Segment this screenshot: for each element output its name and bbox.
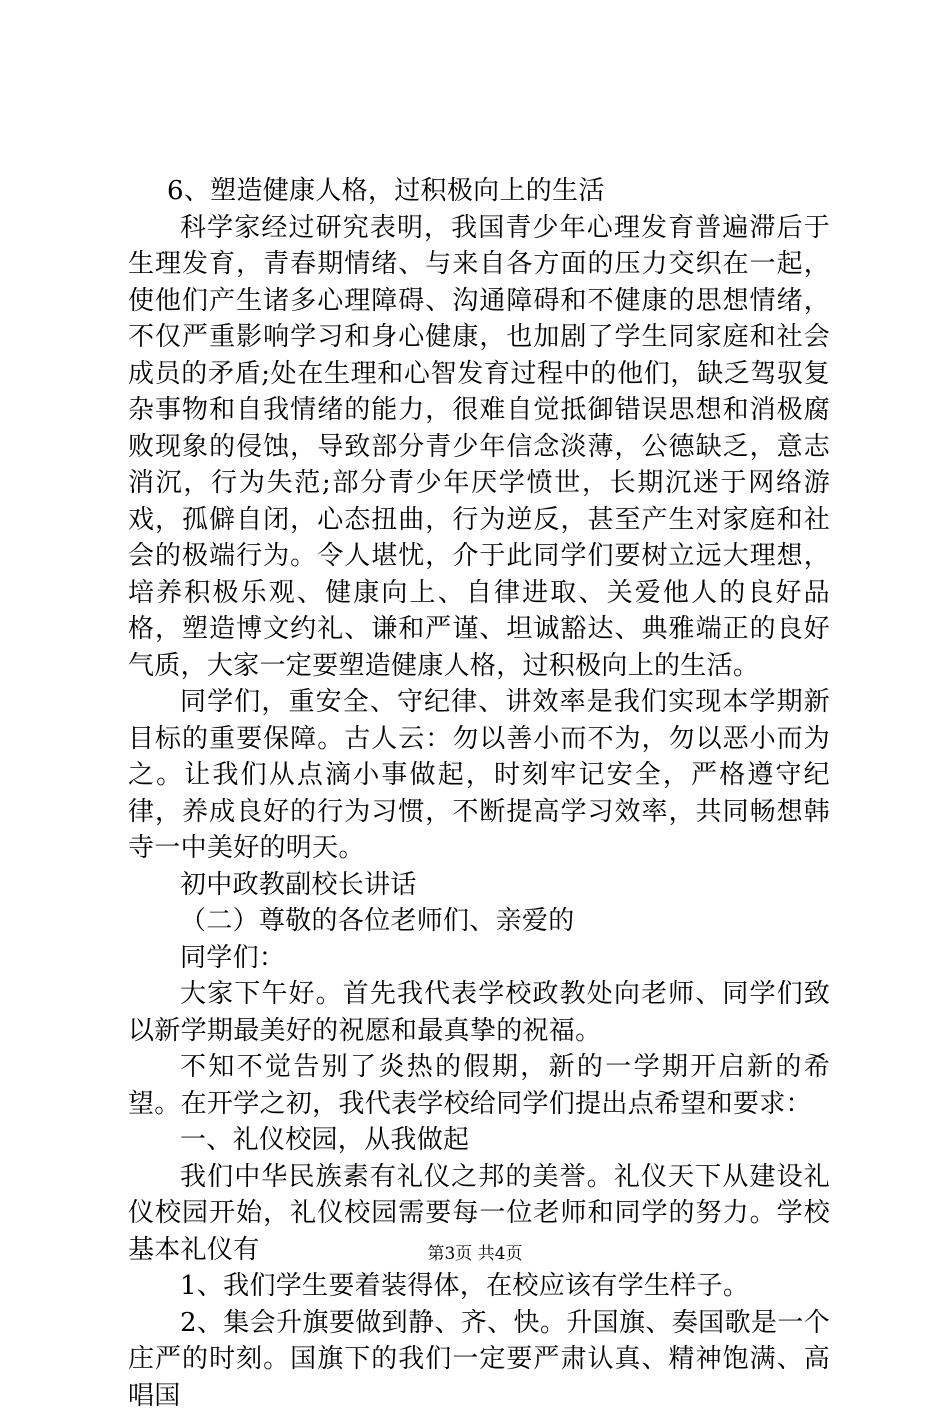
page-number-footer: 第3页 共4页 bbox=[0, 1243, 950, 1265]
speech-subtitle: （二）尊敬的各位老师们、亲爱的 bbox=[128, 903, 830, 940]
document-body bbox=[128, 173, 830, 1414]
section-heading: 6、塑造健康人格，过积极向上的生活 bbox=[128, 173, 830, 210]
paragraph: 大家下午好。首先我代表学校政教处向老师、同学们致以新学期最美好的祝愿和最真挚的祝福。 bbox=[128, 976, 830, 1049]
list-item: 2、集会升旗要做到静、齐、快。升国旗、奏国歌是一个庄严的时刻。国旗下的我们一定要严肃认真、精神饱满、高唱国 bbox=[128, 1305, 830, 1414]
paragraph: 科学家经过研究表明，我国青少年心理发育普遍滞后于生理发育，青春期情绪、与来自各方面的压力交织在一起，使他们产生诸多心理障碍、沟通障碍和不健康的思想情绪，不仅严重影响学习和身心健康，也加剧了学生同家庭和社会成员的矛盾;处在生理和心智发育过程中的他们，缺乏驾驭复杂事物和自我情绪的能力，很难自觉抵御错误思想和消极腐败现象的侵蚀，导致部分青少年信念淡薄，公德缺乏，意志消沉，行为失范;部分青少年厌学愤世，长期沉迷于网络游戏，孤僻自闭，心态扭曲，行为逆反，甚至产生对家庭和社会的极端行为。令人堪忧，介于此同学们要树立远大理想，培养积极乐观、健康向上、自律进取、关爱他人的良好品格，塑造博文约礼、谦和严谨、坦诚豁达、典雅端正的良好气质，大家一定要塑造健康人格，过积极向上的生活。 bbox=[128, 210, 830, 685]
list-item: 1、我们学生要着装得体，在校应该有学生样子。 bbox=[128, 1268, 830, 1305]
speech-title: 初中政教副校长讲话 bbox=[128, 867, 830, 904]
section-heading: 一、礼仪校园，从我做起 bbox=[128, 1122, 830, 1159]
paragraph: 我们中华民族素有礼仪之邦的美誉。礼仪天下从建设礼仪校园开始，礼仪校园需要每一位老师和同学的努力。学校基本礼仪有 bbox=[128, 1159, 830, 1269]
paragraph: 同学们，重安全、守纪律、讲效率是我们实现本学期新目标的重要保障。古人云：勿以善小而不为，勿以恶小而为之。让我们从点滴小事做起，时刻牢记安全，严格遵守纪律，养成良好的行为习惯，不断提高学习效率，共同畅想韩寺一中美好的明天。 bbox=[128, 684, 830, 867]
salutation: 同学们： bbox=[128, 940, 830, 977]
paragraph: 不知不觉告别了炎热的假期，新的一学期开启新的希望。在开学之初，我代表学校给同学们提出点希望和要求： bbox=[128, 1049, 830, 1122]
